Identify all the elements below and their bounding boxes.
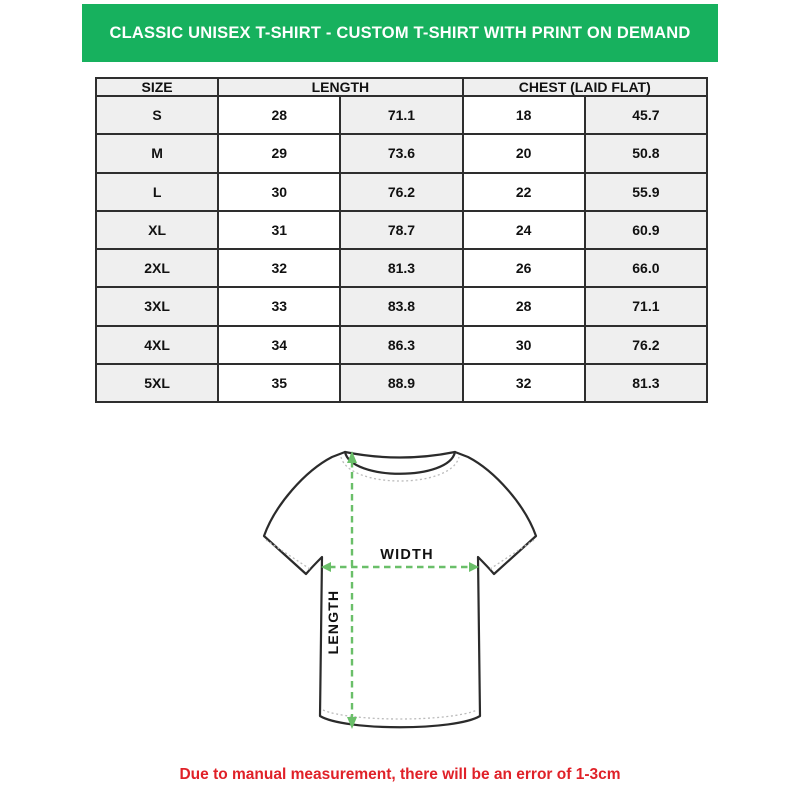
- chest-cm-cell: 66.0: [585, 249, 707, 287]
- length-cm-cell: 73.6: [340, 134, 462, 172]
- table-row: [96, 287, 707, 325]
- chest-in-cell: 28: [463, 287, 585, 325]
- column-header-length: LENGTH: [218, 78, 462, 96]
- table-row: [96, 249, 707, 287]
- length-arrow-label: LENGTH: [325, 589, 341, 655]
- length-in-cell: 28: [218, 96, 340, 134]
- size-cell: L: [96, 173, 218, 211]
- length-cm-cell: 86.3: [340, 326, 462, 364]
- chest-cm-cell: 71.1: [585, 287, 707, 325]
- length-cm-cell: 78.7: [340, 211, 462, 249]
- length-cm-cell: 81.3: [340, 249, 462, 287]
- chest-in-cell: 32: [463, 364, 585, 402]
- table-row: [96, 134, 707, 172]
- title-banner: [82, 4, 718, 62]
- table-header-row: [96, 78, 707, 96]
- width-arrow-label: WIDTH: [380, 547, 434, 563]
- length-in-cell: 35: [218, 364, 340, 402]
- chest-cm-cell: 55.9: [585, 173, 707, 211]
- size-cell: 3XL: [96, 287, 218, 325]
- table-row: [96, 326, 707, 364]
- column-header-chest: CHEST (LAID FLAT): [463, 78, 707, 96]
- tshirt-measurement-diagram: [250, 443, 550, 743]
- size-cell: M: [96, 134, 218, 172]
- chest-cm-cell: 81.3: [585, 364, 707, 402]
- table-row: [96, 173, 707, 211]
- length-cm-cell: 83.8: [340, 287, 462, 325]
- table-row: [96, 364, 707, 402]
- length-in-cell: 33: [218, 287, 340, 325]
- page-title: CLASSIC UNISEX T-SHIRT - CUSTOM T-SHIRT WITH PRINT ON DEMAND: [109, 23, 691, 42]
- table-row: [96, 96, 707, 134]
- chest-cm-cell: 60.9: [585, 211, 707, 249]
- size-cell: S: [96, 96, 218, 134]
- chest-in-cell: 20: [463, 134, 585, 172]
- length-cm-cell: 76.2: [340, 173, 462, 211]
- tshirt-outline: [264, 452, 536, 727]
- column-header-size: SIZE: [96, 78, 218, 96]
- size-cell: 4XL: [96, 326, 218, 364]
- table-row: [96, 211, 707, 249]
- chest-in-cell: 18: [463, 96, 585, 134]
- length-cm-cell: 71.1: [340, 96, 462, 134]
- size-chart-table: [95, 77, 708, 403]
- chest-cm-cell: 45.7: [585, 96, 707, 134]
- size-cell: 2XL: [96, 249, 218, 287]
- size-cell: XL: [96, 211, 218, 249]
- size-cell: 5XL: [96, 364, 218, 402]
- length-in-cell: 32: [218, 249, 340, 287]
- measurement-disclaimer: Due to manual measurement, there will be an error of 1-3cm: [179, 766, 621, 783]
- chest-in-cell: 22: [463, 173, 585, 211]
- length-cm-cell: 88.9: [340, 364, 462, 402]
- length-in-cell: 30: [218, 173, 340, 211]
- length-in-cell: 31: [218, 211, 340, 249]
- chest-in-cell: 30: [463, 326, 585, 364]
- length-in-cell: 29: [218, 134, 340, 172]
- chest-cm-cell: 76.2: [585, 326, 707, 364]
- chest-cm-cell: 50.8: [585, 134, 707, 172]
- chest-in-cell: 26: [463, 249, 585, 287]
- chest-in-cell: 24: [463, 211, 585, 249]
- length-in-cell: 34: [218, 326, 340, 364]
